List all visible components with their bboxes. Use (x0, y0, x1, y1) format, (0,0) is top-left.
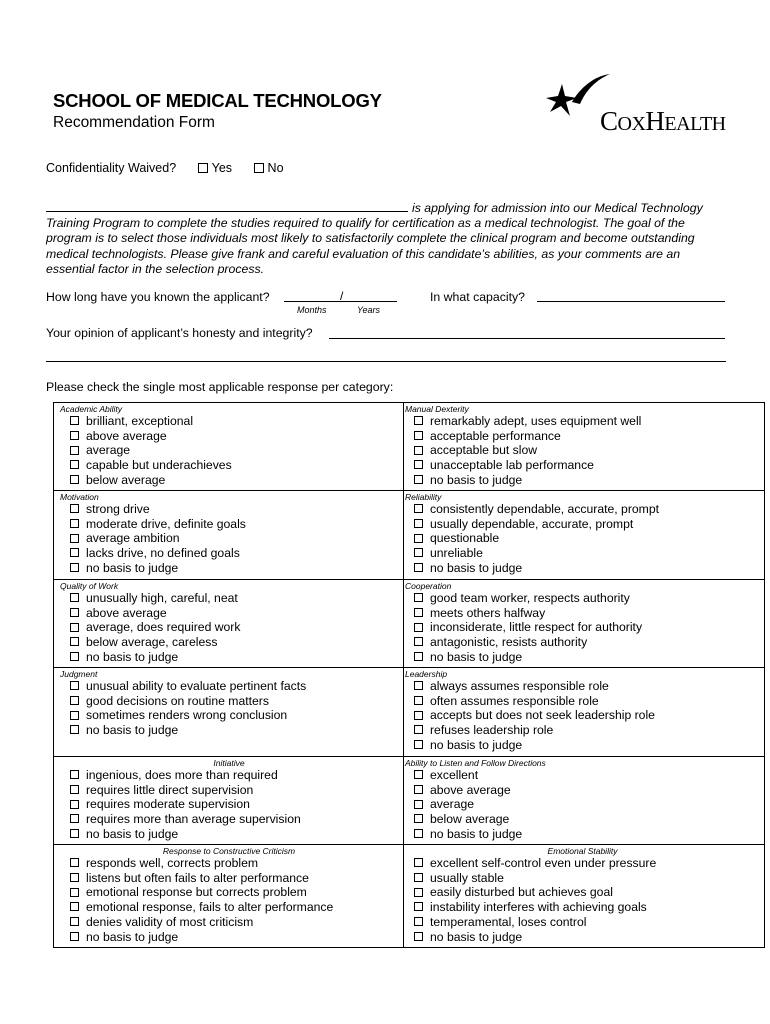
option-label: strong drive (86, 502, 150, 516)
checkbox[interactable] (414, 814, 423, 823)
option-item[interactable] (70, 502, 398, 517)
option-label: antagonistic, resists authority (430, 635, 588, 650)
checkbox[interactable] (198, 163, 208, 173)
option-list (405, 679, 760, 753)
years-label: Years (357, 305, 381, 315)
option-item[interactable] (414, 723, 760, 738)
option-label: below average (86, 472, 166, 487)
option-label: often assumes responsible role (430, 693, 599, 708)
option-label: emotional response but corrects problem (86, 885, 307, 900)
category-cell (405, 404, 760, 488)
option-label: no basis to judge (86, 723, 179, 738)
option-list (60, 768, 398, 842)
checkbox[interactable] (70, 770, 79, 779)
applicant-name-field[interactable] (46, 201, 408, 212)
checkbox[interactable] (70, 725, 79, 734)
checkbox[interactable] (70, 608, 79, 617)
option-item[interactable] (414, 900, 760, 915)
option-item[interactable] (414, 797, 760, 812)
category-heading: Reliability (405, 492, 442, 502)
category-cell (405, 492, 760, 576)
option-item[interactable] (414, 414, 760, 429)
row-divider (54, 579, 764, 580)
option-list (60, 414, 398, 488)
option-item[interactable] (70, 650, 398, 665)
evaluation-grid (53, 402, 765, 948)
option-label: lacks drive, no defined goals (86, 546, 240, 561)
option-item[interactable] (414, 443, 760, 458)
option-item[interactable] (70, 443, 398, 458)
option-list (60, 679, 398, 738)
option-list (405, 768, 760, 842)
category-heading: Leadership (405, 669, 448, 679)
option-item[interactable] (70, 797, 398, 812)
category-cell (405, 846, 760, 944)
logo-wordmark: COXHEALTH (600, 106, 726, 136)
form-subtitle: Recommendation Form (53, 114, 215, 131)
checkbox[interactable] (70, 637, 79, 646)
row-divider (54, 667, 764, 668)
checkbox[interactable] (254, 163, 264, 173)
option-label: good team worker, respects authority (430, 591, 630, 605)
option-label: requires moderate supervision (86, 797, 250, 812)
checkbox[interactable] (70, 711, 79, 720)
option-list (405, 591, 760, 665)
option-item[interactable] (414, 679, 760, 694)
option-label: acceptable performance (430, 428, 561, 443)
checkbox[interactable] (70, 519, 79, 528)
option-item[interactable] (70, 827, 398, 842)
option-item[interactable] (70, 414, 398, 429)
capacity-field[interactable] (537, 301, 725, 302)
option-label: no basis to judge (86, 826, 179, 841)
row-divider (54, 756, 764, 757)
option-item[interactable] (414, 694, 760, 709)
checkbox[interactable] (414, 711, 423, 720)
row-divider (54, 490, 764, 491)
checkbox[interactable] (70, 460, 79, 469)
option-label: above average (430, 782, 511, 797)
option-item[interactable] (414, 930, 760, 945)
option-item[interactable] (414, 606, 760, 621)
option-item[interactable] (414, 517, 760, 532)
option-label: above average (86, 605, 167, 620)
option-label: no basis to judge (86, 649, 179, 664)
option-item[interactable] (70, 783, 398, 798)
option-item[interactable] (414, 620, 760, 635)
option-label: no basis to judge (430, 929, 523, 944)
option-label: usually stable (430, 870, 504, 885)
option-label: meets others halfway (430, 605, 546, 620)
category-cell (60, 581, 398, 665)
option-item[interactable] (70, 458, 398, 473)
option-item[interactable] (70, 591, 398, 606)
checkbox[interactable] (70, 800, 79, 809)
category-cell (60, 669, 398, 738)
instruction-text: Please check the single most applicable response per category: (46, 380, 394, 394)
grid-divider (403, 403, 404, 947)
checkbox[interactable] (414, 800, 423, 809)
option-item[interactable] (70, 708, 398, 723)
category-cell (60, 846, 398, 944)
checkbox[interactable] (414, 608, 423, 617)
checkbox[interactable] (414, 696, 423, 705)
checkbox[interactable] (414, 593, 423, 602)
option-label: usually dependable, accurate, prompt (430, 516, 634, 531)
option-item[interactable] (70, 546, 398, 561)
option-label: no basis to judge (430, 649, 523, 664)
option-item[interactable] (414, 546, 760, 561)
option-item[interactable] (414, 429, 760, 444)
checkbox[interactable] (414, 460, 423, 469)
checkbox[interactable] (414, 681, 423, 690)
option-label: inconsiderate, little respect for authority (430, 620, 643, 635)
option-label: brilliant, exceptional (86, 414, 194, 428)
category-heading: Ability to Listen and Follow Directions (405, 758, 546, 768)
option-item[interactable] (70, 531, 398, 546)
option-label: no basis to judge (430, 560, 523, 575)
option-label: emotional response, fails to alter performance (86, 900, 334, 915)
option-item[interactable] (70, 679, 398, 694)
checkbox[interactable] (70, 534, 79, 543)
option-label: capable but underachieves (86, 458, 232, 473)
checkbox[interactable] (414, 740, 423, 749)
option-label: below average (430, 812, 510, 827)
option-item[interactable] (70, 915, 398, 930)
how-long-label: How long have you known the applicant? (46, 290, 270, 304)
option-label: listens but often fails to alter performance (86, 870, 309, 885)
checkbox[interactable] (70, 504, 79, 513)
category-heading: Response to Constructive Criticism (162, 846, 296, 856)
option-item[interactable] (414, 708, 760, 723)
option-item[interactable] (414, 856, 760, 871)
option-item[interactable] (414, 561, 760, 576)
checkbox[interactable] (70, 548, 79, 557)
category-heading: Judgment (60, 669, 98, 679)
option-label: ingenious, does more than required (86, 768, 278, 782)
option-label: requires more than average supervision (86, 812, 301, 827)
option-label: no basis to judge (86, 929, 179, 944)
option-label: excellent self-control even under pressure (430, 856, 657, 870)
option-item[interactable] (70, 871, 398, 886)
checkbox[interactable] (70, 416, 79, 425)
option-item[interactable] (414, 458, 760, 473)
option-item[interactable] (414, 531, 760, 546)
option-label: average ambition (86, 531, 180, 546)
option-label: no basis to judge (86, 560, 179, 575)
category-heading: Quality of Work (60, 581, 119, 591)
checkbox[interactable] (70, 593, 79, 602)
option-label: acceptable but slow (430, 443, 538, 458)
option-item[interactable] (414, 768, 760, 783)
checkbox[interactable] (70, 696, 79, 705)
option-list (60, 502, 398, 576)
checkbox[interactable] (414, 785, 423, 794)
checkbox[interactable] (70, 932, 79, 941)
row-divider (54, 844, 764, 845)
option-label: average (430, 797, 475, 812)
option-label: moderate drive, definite goals (86, 516, 246, 531)
checkbox[interactable] (414, 888, 423, 897)
checkbox[interactable] (414, 770, 423, 779)
option-item[interactable] (414, 915, 760, 930)
option-list (405, 856, 760, 944)
checkbox[interactable] (70, 681, 79, 690)
option-label: below average, careless (86, 635, 218, 650)
confidentiality-row (46, 161, 284, 175)
checkbox[interactable] (414, 637, 423, 646)
honesty-field[interactable] (329, 338, 725, 339)
duration-separator: / (340, 289, 344, 303)
option-item[interactable] (414, 885, 760, 900)
option-label: easily disturbed but achieves goal (430, 885, 613, 900)
checkbox[interactable] (414, 563, 423, 572)
coxhealth-logo (544, 72, 749, 138)
checkbox[interactable] (414, 504, 423, 513)
option-label: above average (86, 428, 167, 443)
option-item[interactable] (414, 738, 760, 753)
form-title: SCHOOL OF MEDICAL TECHNOLOGY (53, 90, 382, 111)
option-item[interactable] (414, 871, 760, 886)
option-list (405, 414, 760, 488)
option-item[interactable] (414, 650, 760, 665)
category-heading: Cooperation (405, 581, 452, 591)
checkbox[interactable] (70, 902, 79, 911)
checkbox[interactable] (70, 563, 79, 572)
category-heading: Motivation (60, 492, 99, 502)
option-item[interactable] (414, 783, 760, 798)
option-label: accepts but does not seek leadership role (430, 708, 655, 723)
checkbox[interactable] (414, 431, 423, 440)
confidentiality-yes-option[interactable]: Yes (198, 161, 232, 175)
option-item[interactable] (70, 856, 398, 871)
option-label: consistently dependable, accurate, prompt (430, 502, 659, 516)
option-item[interactable] (414, 812, 760, 827)
option-label: average, does required work (86, 620, 241, 635)
option-label: questionable (430, 531, 500, 546)
option-label: no basis to judge (430, 737, 523, 752)
checkbox[interactable] (70, 652, 79, 661)
category-heading: Emotional Stability (547, 846, 618, 856)
checkbox[interactable] (70, 814, 79, 823)
checkbox[interactable] (414, 873, 423, 882)
option-label: unreliable (430, 546, 483, 561)
option-list (405, 502, 760, 576)
category-cell (60, 758, 398, 842)
option-label: denies validity of most criticism (86, 914, 254, 929)
checkbox[interactable] (414, 519, 423, 528)
option-label: temperamental, loses control (430, 914, 587, 929)
honesty-field-continued[interactable] (46, 361, 726, 362)
option-item[interactable] (70, 930, 398, 945)
option-item[interactable] (414, 635, 760, 650)
option-item[interactable] (414, 502, 760, 517)
option-item[interactable] (70, 900, 398, 915)
option-list (60, 856, 398, 944)
option-item[interactable] (414, 473, 760, 488)
checkbox[interactable] (414, 829, 423, 838)
option-item[interactable] (414, 591, 760, 606)
category-cell (405, 758, 760, 842)
option-list (60, 591, 398, 665)
checkbox[interactable] (414, 917, 423, 926)
option-item[interactable] (70, 606, 398, 621)
option-label: refuses leadership role (430, 723, 554, 738)
option-label: unusual ability to evaluate pertinent facts (86, 679, 307, 693)
option-item[interactable] (70, 561, 398, 576)
category-heading: Academic Ability (60, 404, 123, 414)
option-item[interactable] (70, 429, 398, 444)
option-item[interactable] (70, 768, 398, 783)
checkbox[interactable] (414, 902, 423, 911)
confidentiality-no-option[interactable]: No (254, 161, 284, 175)
option-item[interactable] (70, 473, 398, 488)
checkbox[interactable] (414, 652, 423, 661)
option-label: always assumes responsible role (430, 679, 609, 693)
checkbox[interactable] (414, 858, 423, 867)
category-cell (405, 581, 760, 665)
option-label: unusually high, careful, neat (86, 591, 238, 605)
checkbox[interactable] (414, 416, 423, 425)
checkbox[interactable] (414, 932, 423, 941)
checkbox[interactable] (70, 446, 79, 455)
checkbox[interactable] (70, 858, 79, 867)
option-label: responds well, corrects problem (86, 856, 259, 870)
option-item[interactable] (70, 885, 398, 900)
option-label: no basis to judge (430, 472, 523, 487)
option-item[interactable] (70, 620, 398, 635)
option-item[interactable] (70, 812, 398, 827)
category-cell (60, 492, 398, 576)
checkbox[interactable] (414, 534, 423, 543)
option-item[interactable] (70, 723, 398, 738)
confidentiality-label: Confidentiality Waived? (46, 161, 177, 175)
option-item[interactable] (70, 694, 398, 709)
checkbox[interactable] (414, 446, 423, 455)
category-heading: Manual Dexterity (405, 404, 469, 414)
checkbox[interactable] (70, 431, 79, 440)
checkbox[interactable] (414, 623, 423, 632)
category-cell (60, 404, 398, 488)
months-label: Months (297, 305, 327, 315)
capacity-label: In what capacity? (430, 290, 526, 304)
option-label: requires little direct supervision (86, 782, 254, 797)
checkbox[interactable] (414, 725, 423, 734)
checkbox[interactable] (70, 785, 79, 794)
option-label: remarkably adept, uses equipment well (430, 414, 642, 428)
option-label: no basis to judge (430, 826, 523, 841)
option-label: good decisions on routine matters (86, 693, 269, 708)
checkbox[interactable] (414, 475, 423, 484)
option-label: instability interferes with achieving goals (430, 900, 647, 915)
checkbox[interactable] (414, 548, 423, 557)
option-label: excellent (430, 768, 479, 782)
honesty-label: Your opinion of applicant’s honesty and integrity? (46, 326, 313, 340)
option-label: sometimes renders wrong conclusion (86, 708, 288, 723)
checkbox[interactable] (70, 623, 79, 632)
intro-paragraph: is applying for admission into our Medical Technology Training Program to complete the studies required to qualify for certification as a medical technologist. The goal of the program is to select those individuals most likely to satisfactorily complete the clinical program and become outstanding medical technologists. Please give frank and careful evaluation of this candidate’s abilities, as your comments are an essential factor in the selection process. (46, 201, 703, 276)
checkbox[interactable] (70, 888, 79, 897)
checkbox[interactable] (70, 829, 79, 838)
checkbox[interactable] (70, 873, 79, 882)
checkbox[interactable] (70, 475, 79, 484)
option-item[interactable] (414, 827, 760, 842)
option-item[interactable] (70, 517, 398, 532)
option-label: unacceptable lab performance (430, 458, 594, 473)
checkbox[interactable] (70, 917, 79, 926)
option-item[interactable] (70, 635, 398, 650)
option-label: average (86, 443, 131, 458)
category-cell (405, 669, 760, 753)
category-heading: Initiative (213, 758, 245, 768)
